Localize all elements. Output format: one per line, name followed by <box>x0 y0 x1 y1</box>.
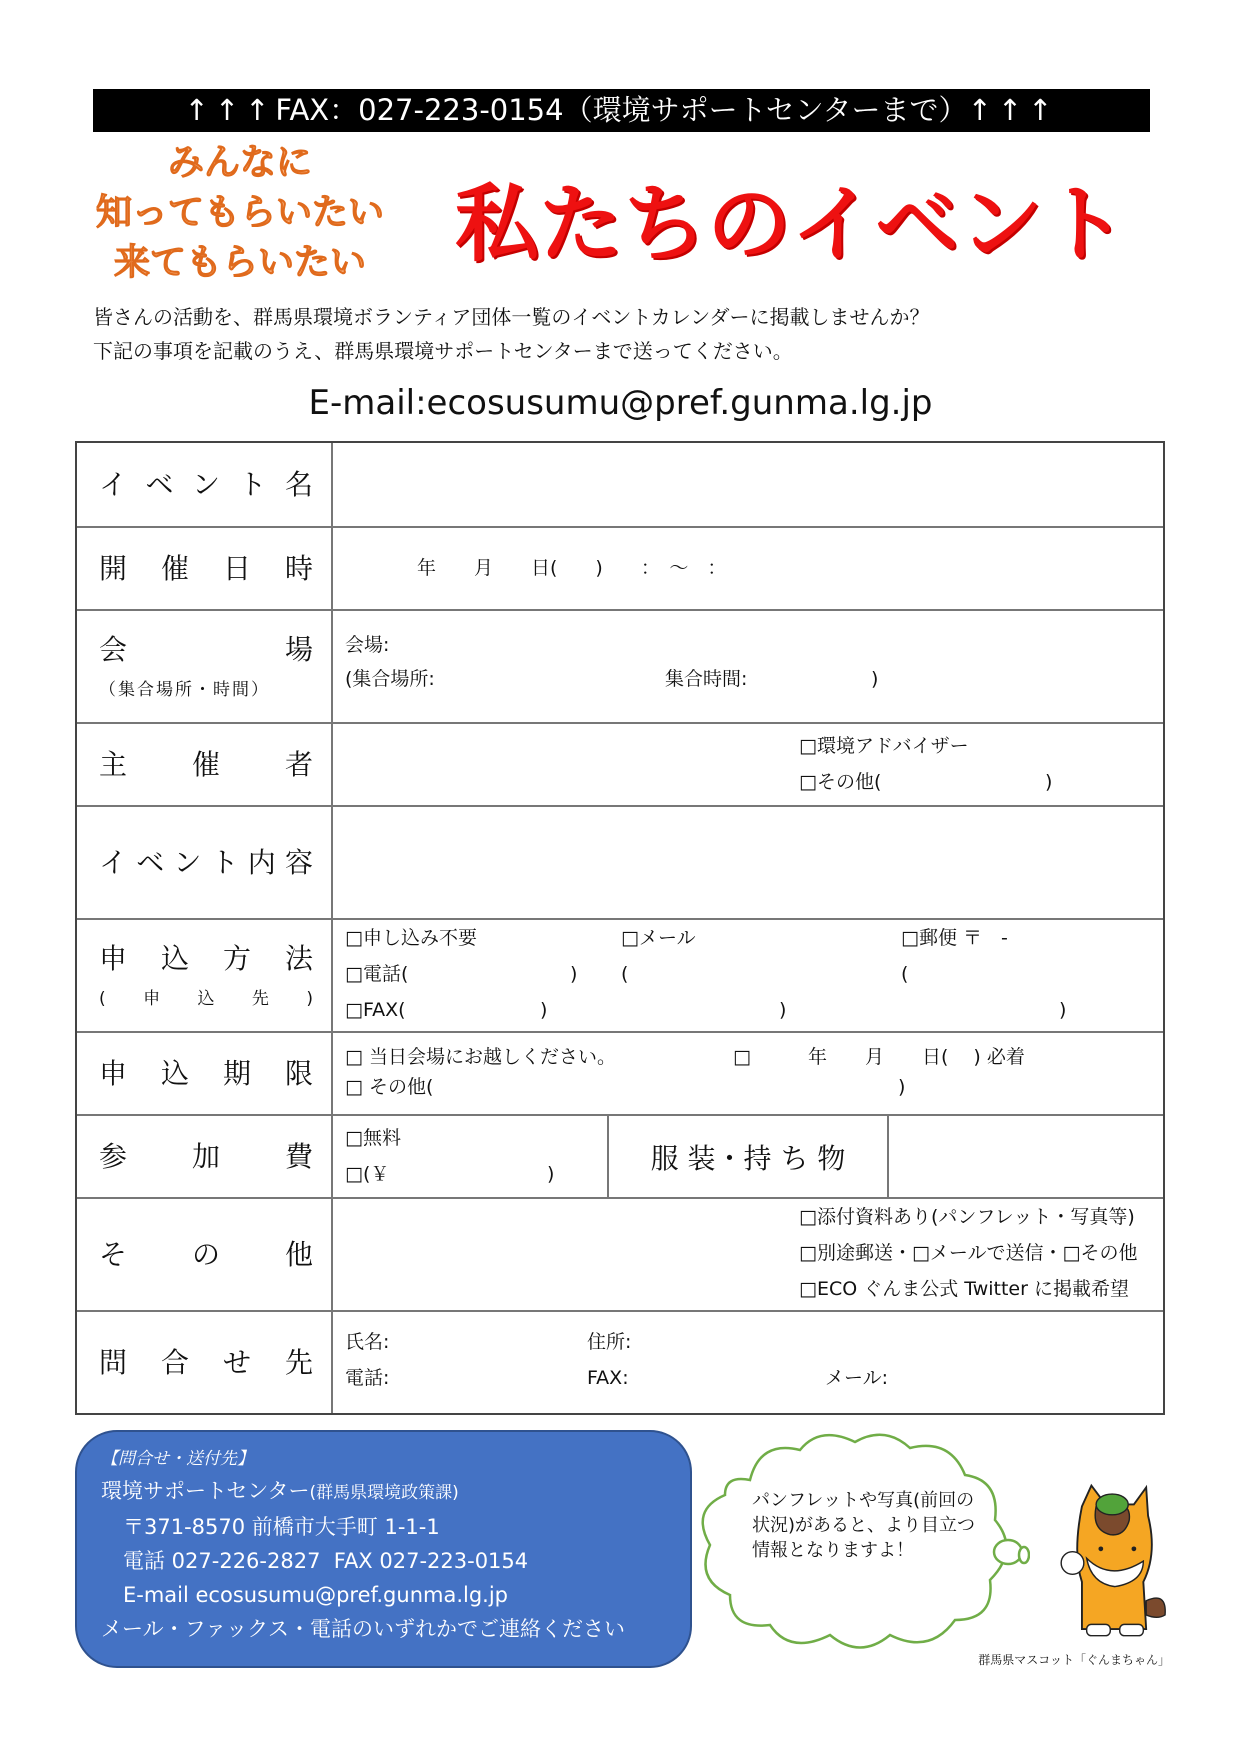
checkbox-free[interactable]: □無料 <box>345 1127 401 1149</box>
label-char: 先 <box>284 1345 313 1379</box>
info-heading: 【問合せ・送付先】 <box>101 1449 254 1469</box>
label-char: ベ <box>145 467 174 501</box>
label-char: 問 <box>99 1345 128 1379</box>
deadline-field[interactable] <box>333 1033 1163 1114</box>
belongings-field[interactable] <box>889 1116 1163 1197</box>
label-fee <box>77 1116 333 1197</box>
label-char: イ <box>99 845 128 879</box>
row-other <box>77 1197 1163 1310</box>
venue-line: 会場: <box>345 634 390 656</box>
row-organizer <box>77 722 1163 805</box>
label-char: 申 <box>143 988 161 1009</box>
label-char: 法 <box>284 941 313 975</box>
mascot-gunmachan-icon <box>1050 1478 1180 1648</box>
row-apply-method <box>77 918 1163 1031</box>
meeting-place-label: (集合場所: <box>345 668 435 690</box>
close-paren: ) <box>898 1076 906 1098</box>
intro-text <box>93 300 1193 368</box>
checkbox-post[interactable]: □郵便 〒 - <box>901 927 1008 949</box>
label-char: 容 <box>284 845 313 879</box>
event-name-field[interactable] <box>333 443 1163 526</box>
apply-method-field[interactable] <box>333 920 1163 1031</box>
datetime-field[interactable] <box>333 528 1163 609</box>
label-char: 込 <box>160 1056 189 1090</box>
org-name: 環境サポートセンター <box>101 1479 310 1503</box>
cloud-text: パンフレットや写真(前回の状況)があると、より目立つ情報となりますよ！ <box>752 1490 976 1561</box>
row-datetime <box>77 526 1163 609</box>
label-char: 主 <box>99 747 128 781</box>
checkbox-phone[interactable]: □電話( <box>345 963 409 985</box>
label-char: ベ <box>136 845 165 879</box>
close-paren: ) <box>871 668 879 690</box>
intro-line: 皆さんの活動を、群馬県環境ボランティア団体一覧のイベントカレンダーに掲載しませんか？ <box>93 305 930 329</box>
other-field[interactable] <box>333 1199 1163 1310</box>
info-address: 〒371-8570 前橋市大手町 1-1-1 <box>123 1515 440 1539</box>
checkbox-env-advisor[interactable]: □環境アドバイザー <box>799 735 969 757</box>
label-deadline <box>77 1033 333 1114</box>
tagline <box>80 138 400 288</box>
label-char: 申 <box>99 941 128 975</box>
label-char: 名 <box>284 467 313 501</box>
label-char: 催 <box>160 551 189 585</box>
label-char: 加 <box>191 1139 220 1173</box>
close-paren: ) <box>1059 999 1067 1021</box>
venue-field[interactable] <box>333 611 1163 722</box>
label-organizer <box>77 724 333 805</box>
label-char: 込 <box>160 941 189 975</box>
contact-fax-label: FAX: <box>587 1367 629 1389</box>
row-fee <box>77 1114 1163 1197</box>
contact-mail-label: メール: <box>825 1367 889 1389</box>
organizer-field[interactable] <box>333 724 1163 805</box>
label-char: の <box>191 1237 220 1271</box>
row-deadline <box>77 1031 1163 1114</box>
intro-line: 下記の事項を記載のうえ、群馬県環境サポートセンターまで送ってください。 <box>93 339 793 363</box>
email-address: E-mail:ecosusumu@pref.gunma.lg.jp <box>308 383 933 423</box>
info-note: メール・ファックス・電話のいずれかでご連絡ください <box>101 1617 625 1641</box>
label-event-content <box>77 807 333 918</box>
checkbox-fee-amount[interactable]: □(￥ <box>345 1163 390 1185</box>
fee-field[interactable] <box>333 1116 609 1197</box>
contact-field[interactable] <box>333 1312 1163 1413</box>
label-datetime <box>77 528 333 609</box>
mascot-caption: 群馬県マスコット「ぐんまちゃん」 <box>978 1653 1170 1667</box>
label-event-name <box>77 443 333 526</box>
meeting-time-label: 集合時間: <box>665 668 748 690</box>
label-char: ン <box>191 467 220 501</box>
label-char: 込 <box>197 988 215 1009</box>
checkbox-deadline-other[interactable]: □ その他( <box>345 1076 434 1098</box>
up-arrows-icon: ↑↑↑ <box>184 93 276 127</box>
label-contact <box>77 1312 333 1413</box>
info-org <box>101 1474 666 1510</box>
label-char: 者 <box>284 747 313 781</box>
datetime-template: 年 月 日( ) ： ～ ： <box>417 557 727 579</box>
row-event-name <box>77 443 1163 526</box>
label-char: ( <box>99 988 106 1009</box>
contact-name-label: 氏名: <box>345 1331 390 1353</box>
label-char: 期 <box>222 1056 251 1090</box>
info-email: E-mail ecosusumu@pref.gunma.lg.jp <box>123 1583 509 1607</box>
label-venue-sub: （集合場所・時間） <box>99 679 270 700</box>
label-char: ト <box>238 467 267 501</box>
label-char: ト <box>210 845 239 879</box>
close-paren: ) <box>1045 771 1053 793</box>
open-paren: ( <box>901 963 909 985</box>
close-paren: ) <box>547 1163 555 1185</box>
label-belongings: 服 装・持 ち 物 <box>609 1116 889 1197</box>
checkbox-organizer-other[interactable]: □その他( <box>799 771 882 793</box>
contact-phone-label: 電話: <box>345 1367 390 1389</box>
label-char: イ <box>99 467 128 501</box>
checkbox-no-application[interactable]: □申し込み不要 <box>345 927 477 949</box>
label-char: ) <box>306 988 313 1009</box>
tagline-line: 来てもらいたい <box>113 242 366 283</box>
row-event-content <box>77 805 1163 918</box>
label-char: 内 <box>247 845 276 879</box>
label-char: 催 <box>191 747 220 781</box>
label-char: 申 <box>99 1056 128 1090</box>
open-paren: ( <box>621 963 629 985</box>
label-apply-method <box>77 920 333 1031</box>
label-char: そ <box>99 1237 128 1271</box>
label-char: 時 <box>284 551 313 585</box>
checkbox-fax[interactable]: □FAX( <box>345 999 406 1021</box>
row-venue <box>77 609 1163 722</box>
label-char: 先 <box>251 988 269 1009</box>
up-arrows-icon: ↑↑↑ <box>967 93 1059 127</box>
close-paren: ) <box>570 963 578 985</box>
event-form-table <box>75 441 1165 1415</box>
event-content-field[interactable] <box>333 807 1163 918</box>
close-paren: ) <box>540 999 548 1021</box>
contact-address-label: 住所: <box>587 1331 632 1353</box>
checkbox-same-day[interactable]: □ 当日会場にお越しください。 <box>345 1046 616 1068</box>
label-char: ン <box>173 845 202 879</box>
label-char: 日 <box>222 551 251 585</box>
tagline-line: みんなに <box>167 142 312 183</box>
checkbox-deadline-date[interactable]: □ 年 月 日( ) 必着 <box>733 1046 1025 1068</box>
label-char: せ <box>222 1345 251 1379</box>
checkbox-twitter[interactable]: □ECO ぐんま公式 Twitter に掲載希望 <box>799 1278 1129 1300</box>
label-char: 会 <box>99 632 128 666</box>
checkbox-send-method[interactable]: □別途郵送・□メールで送信・□その他 <box>799 1242 1138 1264</box>
label-char: 場 <box>284 632 313 666</box>
label-char: 合 <box>160 1345 189 1379</box>
label-char: 限 <box>284 1056 313 1090</box>
checkbox-mail[interactable]: □メール <box>621 927 696 949</box>
page-title: 私たちのイベント <box>455 175 1128 273</box>
label-char: 開 <box>99 551 128 585</box>
row-contact <box>77 1310 1163 1413</box>
info-phone-fax: 電話 027-226-2827 FAX 027-223-0154 <box>123 1549 529 1573</box>
fax-banner <box>93 89 1150 132</box>
close-paren: ) <box>779 999 787 1021</box>
label-char: 他 <box>284 1237 313 1271</box>
tagline-line: 知ってもらいたい <box>95 192 384 233</box>
label-char: 費 <box>284 1139 313 1173</box>
label-char: 方 <box>222 941 251 975</box>
checkbox-attachment[interactable]: □添付資料あり(パンフレット・写真等) <box>799 1206 1135 1228</box>
fax-banner-text: FAX：027-223-0154（環境サポートセンターまで） <box>275 93 968 127</box>
label-venue <box>77 611 333 722</box>
org-sub: (群馬県環境政策課) <box>309 1483 459 1503</box>
contact-info-box <box>75 1430 692 1668</box>
label-other <box>77 1199 333 1310</box>
label-char: 参 <box>99 1139 128 1173</box>
